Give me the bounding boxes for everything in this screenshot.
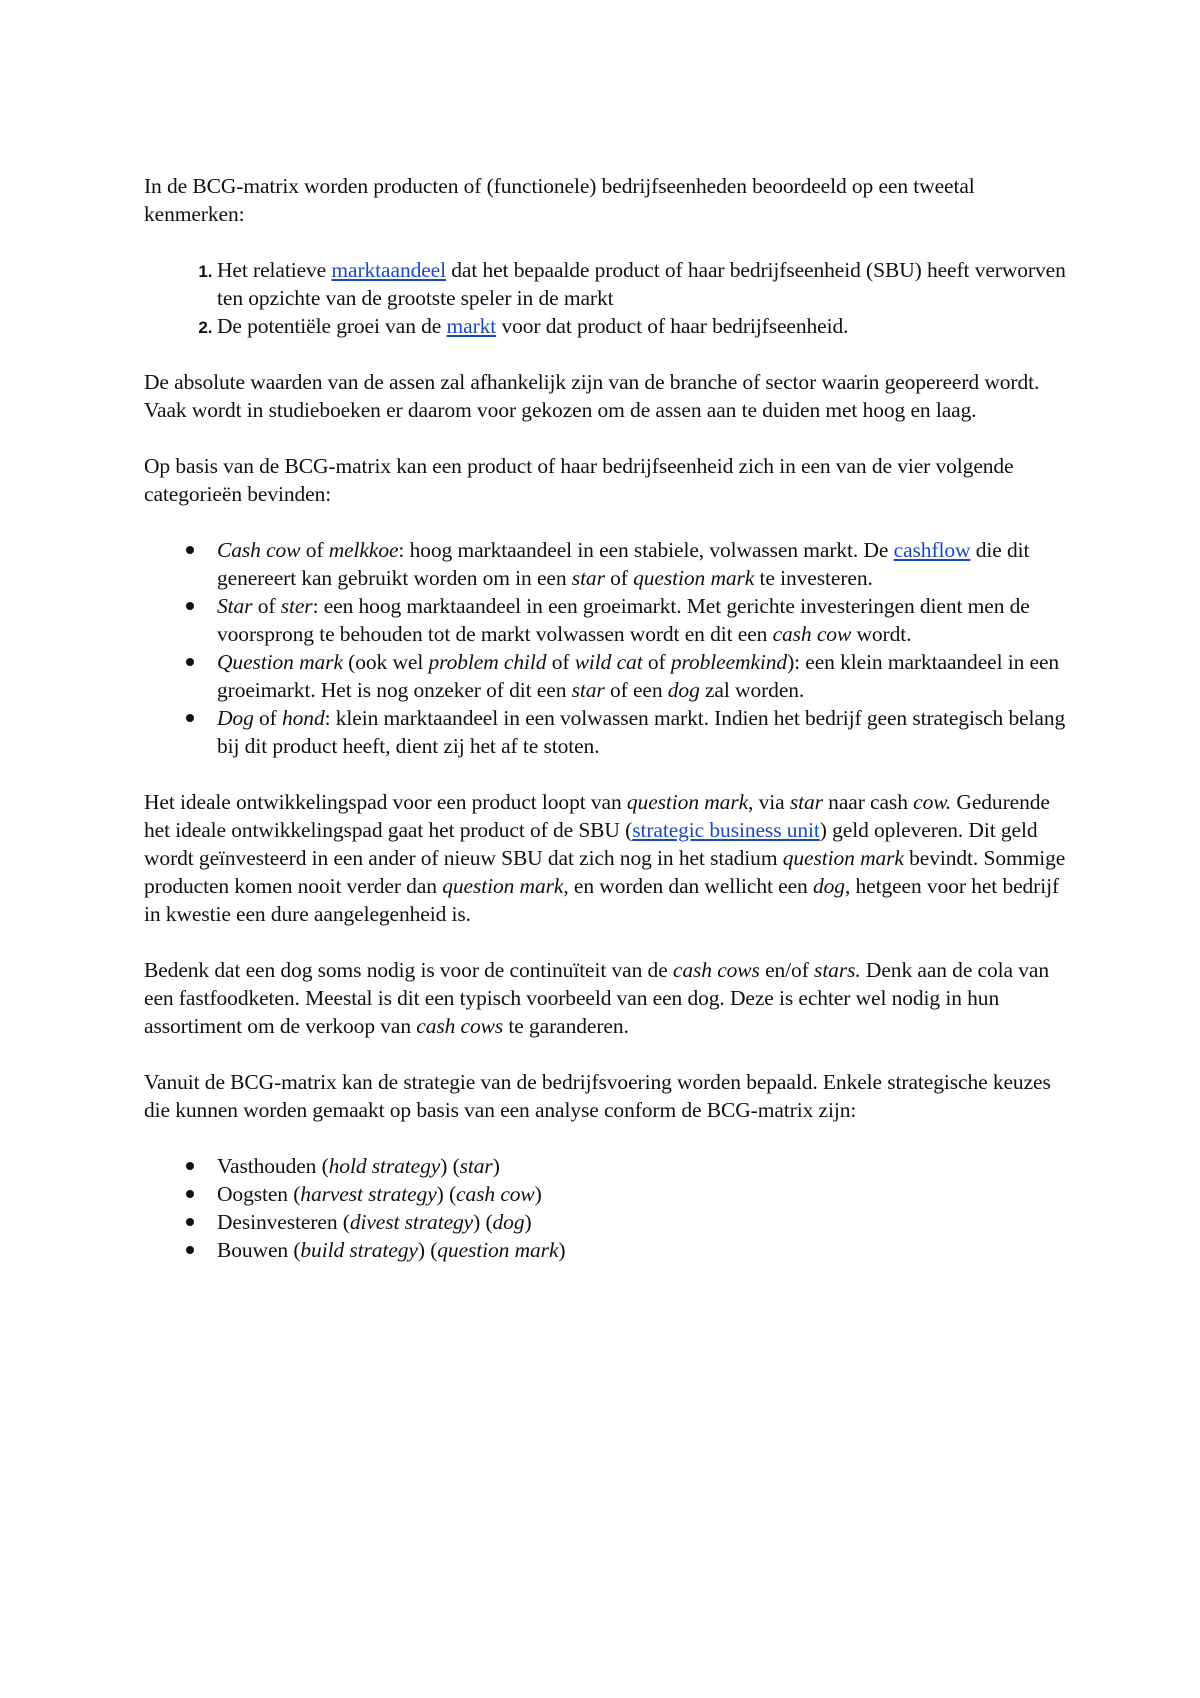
ideal-path-paragraph: Het ideale ontwikkelingspad voor een product loopt van question mark, via star naar cash cow. Gedurende het ideale ontwikkelingspad gaat het product of de SBU (strategic business unit) geld opleveren. Dit geld wordt geïnvesteerd in een ander of nieuw SBU dat zich nog in het stadium question mark bevindt. Sommige producten komen nooit verder dan question mark, en worden dan wellicht een dog, hetgeen voor het bedrijf in kwestie een dure aangelegenheid is.	[144, 790, 1066, 926]
strategies-list	[144, 1152, 1074, 1264]
axes-paragraph: De absolute waarden van de assen zal afhankelijk zijn van de branche of sector waarin geopereerd wordt. Vaak wordt in studieboeken er daarom voor gekozen om de assen aan te duiden met hoog en laag.	[144, 370, 1040, 422]
strategy-item-divest: Desinvesteren (divest strategy) (dog)	[217, 1208, 1074, 1236]
category-item-question-mark: Question mark (ook wel problem child of wild cat of probleemkind): een klein marktaandeel in een groeimarkt. Het is nog onzeker of dit een star of een dog zal worden.	[217, 648, 1074, 704]
strategy-item-build: Bouwen (build strategy) (question mark)	[217, 1236, 1074, 1264]
document-body	[144, 172, 1074, 1292]
criteria-item-market-share: 1. Het relatieve marktaandeel dat het bepaalde product of haar bedrijfseenheid (SBU) heeft verworven ten opzichte van de grootste speler in de markt	[217, 256, 1074, 312]
strategic-business-unit-link[interactable]: strategic business unit	[632, 818, 820, 842]
strategy-item-hold: Vasthouden (hold strategy) (star)	[217, 1152, 1074, 1180]
marktaandeel-link[interactable]: marktaandeel	[331, 258, 446, 282]
dog-note-paragraph: Bedenk dat een dog soms nodig is voor de continuïteit van de cash cows en/of stars. Denk aan de cola van een fastfoodketen. Meestal is dit een typisch voorbeeld van een dog. Deze is echter wel nodig in hun assortiment om de verkoop van cash cows te garanderen.	[144, 958, 1049, 1038]
categories-list	[144, 536, 1074, 760]
categories-intro-paragraph: Op basis van de BCG-matrix kan een product of haar bedrijfseenheid zich in een van de vier volgende categorieën bevinden:	[144, 454, 1014, 506]
category-item-star: Star of ster: een hoog marktaandeel in een groeimarkt. Met gerichte investeringen dient men de voorsprong te behouden tot de markt volwassen wordt en dit een cash cow wordt.	[217, 592, 1074, 648]
criteria-item-market-growth: 2. De potentiële groei van de markt voor dat product of haar bedrijfseenheid.	[217, 312, 1074, 340]
intro-paragraph: In de BCG-matrix worden producten of (functionele) bedrijfseenheden beoordeeld op een tweetal kenmerken:	[144, 174, 975, 226]
cashflow-link[interactable]: cashflow	[893, 538, 971, 562]
strategy-item-harvest: Oogsten (harvest strategy) (cash cow)	[217, 1180, 1074, 1208]
markt-link[interactable]: markt	[446, 314, 497, 338]
category-item-dog: Dog of hond: klein marktaandeel in een volwassen markt. Indien het bedrijf geen strategisch belang bij dit product heeft, dient zij het af te stoten.	[217, 704, 1074, 760]
category-item-cash-cow: Cash cow of melkkoe: hoog marktaandeel in een stabiele, volwassen markt. De cashflow die dit genereert kan gebruikt worden om in een star of question mark te investeren.	[217, 536, 1074, 592]
strategy-intro-paragraph: Vanuit de BCG-matrix kan de strategie van de bedrijfsvoering worden bepaald. Enkele strategische keuzes die kunnen worden gemaakt op basis van een analyse conform de BCG-matrix zijn:	[144, 1070, 1051, 1122]
criteria-list	[144, 256, 1074, 340]
